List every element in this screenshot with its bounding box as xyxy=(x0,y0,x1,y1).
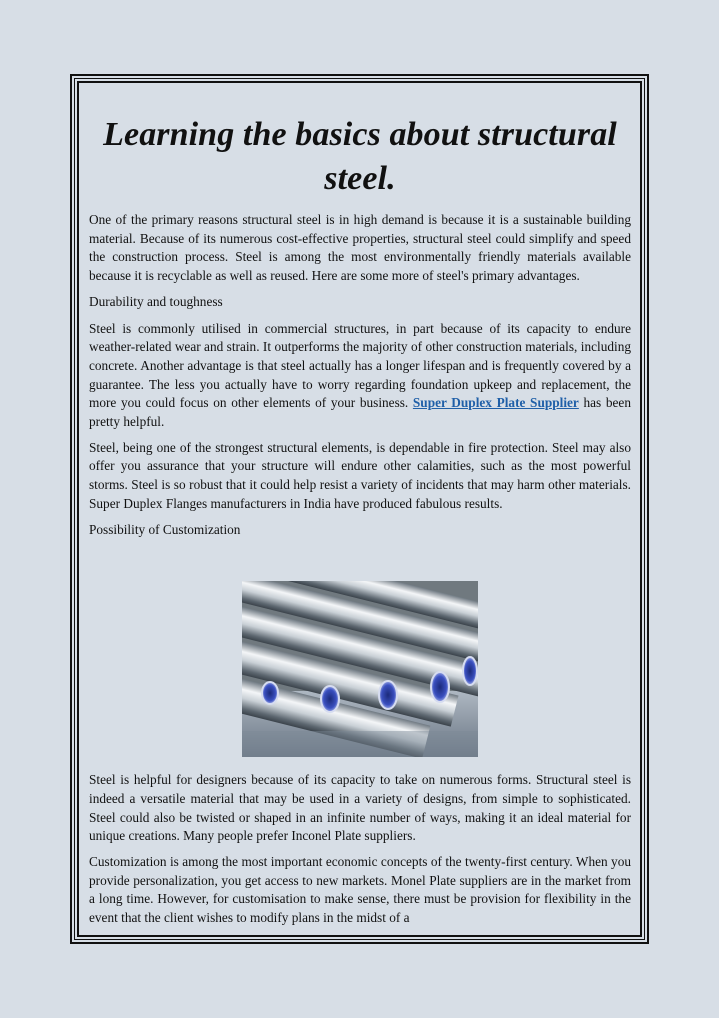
page-border-middle xyxy=(74,78,645,940)
figure-container xyxy=(89,581,631,759)
document-title: Learning the basics about structural steel. xyxy=(103,116,617,197)
intro-paragraph: One of the primary reasons structural steel is in high demand is because it is a sustainable building material. Because of its numerous cost-effective properties, structural steel could simplify and speed the construction process. Steel is among the most environmentally friendly materials available because it is recyclable as well as reused. Here are some more of steel's primary advantages. xyxy=(89,212,631,284)
fire-protection-paragraph: Steel, being one of the strongest structural elements, is dependable in fire protection. Steel may also offer you assurance that your structure will endure other calamities, such as the most powerful storms. Steel is so robust that it could help resist a variety of incidents that may harm other materials. Super Duplex Flanges manufacturers in India have produced fabulous results. xyxy=(89,439,631,511)
designers-paragraph: Steel is helpful for designers because of its capacity to take on numerous forms. Structural steel is indeed a versatile material that may be used in a variety of designs, from simple to sophisticated. Steel could also be twisted or shaped in an infinite number of ways, making it an ideal material for unique creations. Many people prefer Inconel Plate suppliers. xyxy=(89,772,631,844)
durability-paragraph xyxy=(89,320,631,432)
pipe-end-2 xyxy=(321,686,339,712)
durability-text-end: has been pretty helpful. xyxy=(89,395,631,430)
super-duplex-plate-supplier-link[interactable]: Super Duplex Plate Supplier xyxy=(412,395,579,411)
page-border-outer xyxy=(70,74,649,944)
pipe-end-4 xyxy=(431,672,449,702)
durability-text: Steel is commonly utilised in commercial structures, in part because of its capacity to endure weather-related wear and strain. It outperforms the majority of other construction materials, including concrete. Another advantage is that steel actually has a longer lifespan and is frequently covered by a guarantee. The less you actually have to worry regarding foundation upkeep and replacement, the more you could focus on other elements of your business. xyxy=(89,320,631,411)
pipe-end-1 xyxy=(262,682,278,704)
pipe-end-3 xyxy=(379,681,397,709)
page-content xyxy=(77,81,642,937)
section-heading-customization: Possibility of Customization xyxy=(89,521,241,537)
steel-pipes-image xyxy=(242,581,478,757)
customization-paragraph: Customization is among the most important economic concepts of the twenty-first century. When you provide personalization, you get access to new markets. Monel Plate suppliers are in the market from a long time. However, for customisation to make sense, there must be provision for flexibility in the event that the client wishes to modify plans in the midst of a xyxy=(89,854,631,926)
section-heading-durability: Durability and toughness xyxy=(89,293,223,309)
pipe-end-5 xyxy=(463,657,477,685)
